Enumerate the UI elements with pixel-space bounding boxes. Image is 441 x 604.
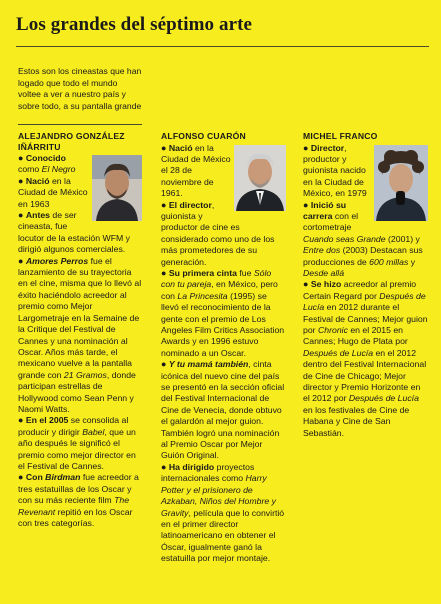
photo-inarritu: [92, 155, 142, 221]
director-name: ALFONSO CUARÓN: [161, 131, 246, 141]
director-name: ALEJANDRO GONZÁLEZ IÑÁRRITU: [18, 131, 125, 152]
photo-cuaron: [234, 145, 286, 211]
photo-franco: [374, 145, 428, 221]
column-cuaron: ALFONSO CUARÓN ● Nació en la Ciudad de México el 28 de noviembre de 1961. ● El director, guionista y productor de cine es considerado como uno de los más prometedores de su generación. ● Su primera cinta fue Sólo con tu pareja, en México, pero con La Princesita (1995) se llevó el reconocimiento de la gente con el premio de Los Angeles Film Critics Association Awards y en 1996 estuvo nominado a un Oscar. ● Y tu mamá también, cinta icónica del nuevo cine del país se presentó en la sección oficial del Festival Internacional de Cine de Venecia, donde obtuvo el galardón al mejor guion. También logró una nominación al Premio Oscar por Mejor Guión Original. ● Ha dirigido proyectos internacionales como Harry Potter y el prisionero de Azkaban, Niños del Hombre y Gravity, película que lo convirtió en el primer director latinoamericano en obtener el Óscar, igualmente ganó la estatuilla por mejor montaje.: [161, 131, 285, 564]
director-name: MICHEL FRANCO: [303, 131, 378, 141]
column-franco: MICHEL FRANCO ● Director, productor y guionista nacido en la Ciudad de México, en 1979 ● Inició su carrera con el cortometraje Cuando seas Grande (2001) y Entre dos (2003) Destacan sus producciones de 600 millas y Desde allá ● Se hizo acreedor al premio Certain Regard por Después de Lucía en 2012 durante el Festival de Cannes; Mejor guion por Chronic en el 2015 en Cannes; Hugo de Plata por Después de Lucía en el 2012 dentro del Festival Internacional de Cine de Chicago; Mejor director y Premio Horizonte en el 2012 por Después de Lucía en los festivales de Cine de Habana y Cine de San Sebastián.: [303, 131, 428, 438]
intro-text: Estos son los cineastas que han logado que todo el mundo voltee a ver a nuestro país y sobre todo, a su pantalla grande: [18, 66, 142, 111]
page-title: Los grandes del séptimo arte: [16, 14, 253, 35]
column-inarritu: ALEJANDRO GONZÁLEZ IÑÁRRITU ● Conocido como El Negro ● Nació en la Ciudad de México en 1963 ● Antes de ser cineasta, fue locutor de la estación WFM y dirigió algunos comerciales. ● Amores Perros fue el lanzamiento de su trayectoria en el cine, misma que lo llevó al éxito haciéndolo acreedor al premio como Mejor Largometraje en la Semaine de la Critique del Festival de Cannes y una nominación al Oscar. Años más tarde, el mexicano vuelve a la pantalla grande con 21 Gramos, donde participan estrellas de Hollywood como Sean Penn y Naomi Watts. ● En el 2005 se consolida al producir y dirigir Babel, que un año después le significó el premio como mejor director en el Festival de Cannes. ● Con Birdman fue acreedor a tres estatuillas de los Oscar y con su más reciente film The Revenant repitió en los Oscar con tres categorías.: [18, 131, 142, 528]
title-rule: [16, 46, 429, 47]
intro-rule: [18, 124, 142, 125]
